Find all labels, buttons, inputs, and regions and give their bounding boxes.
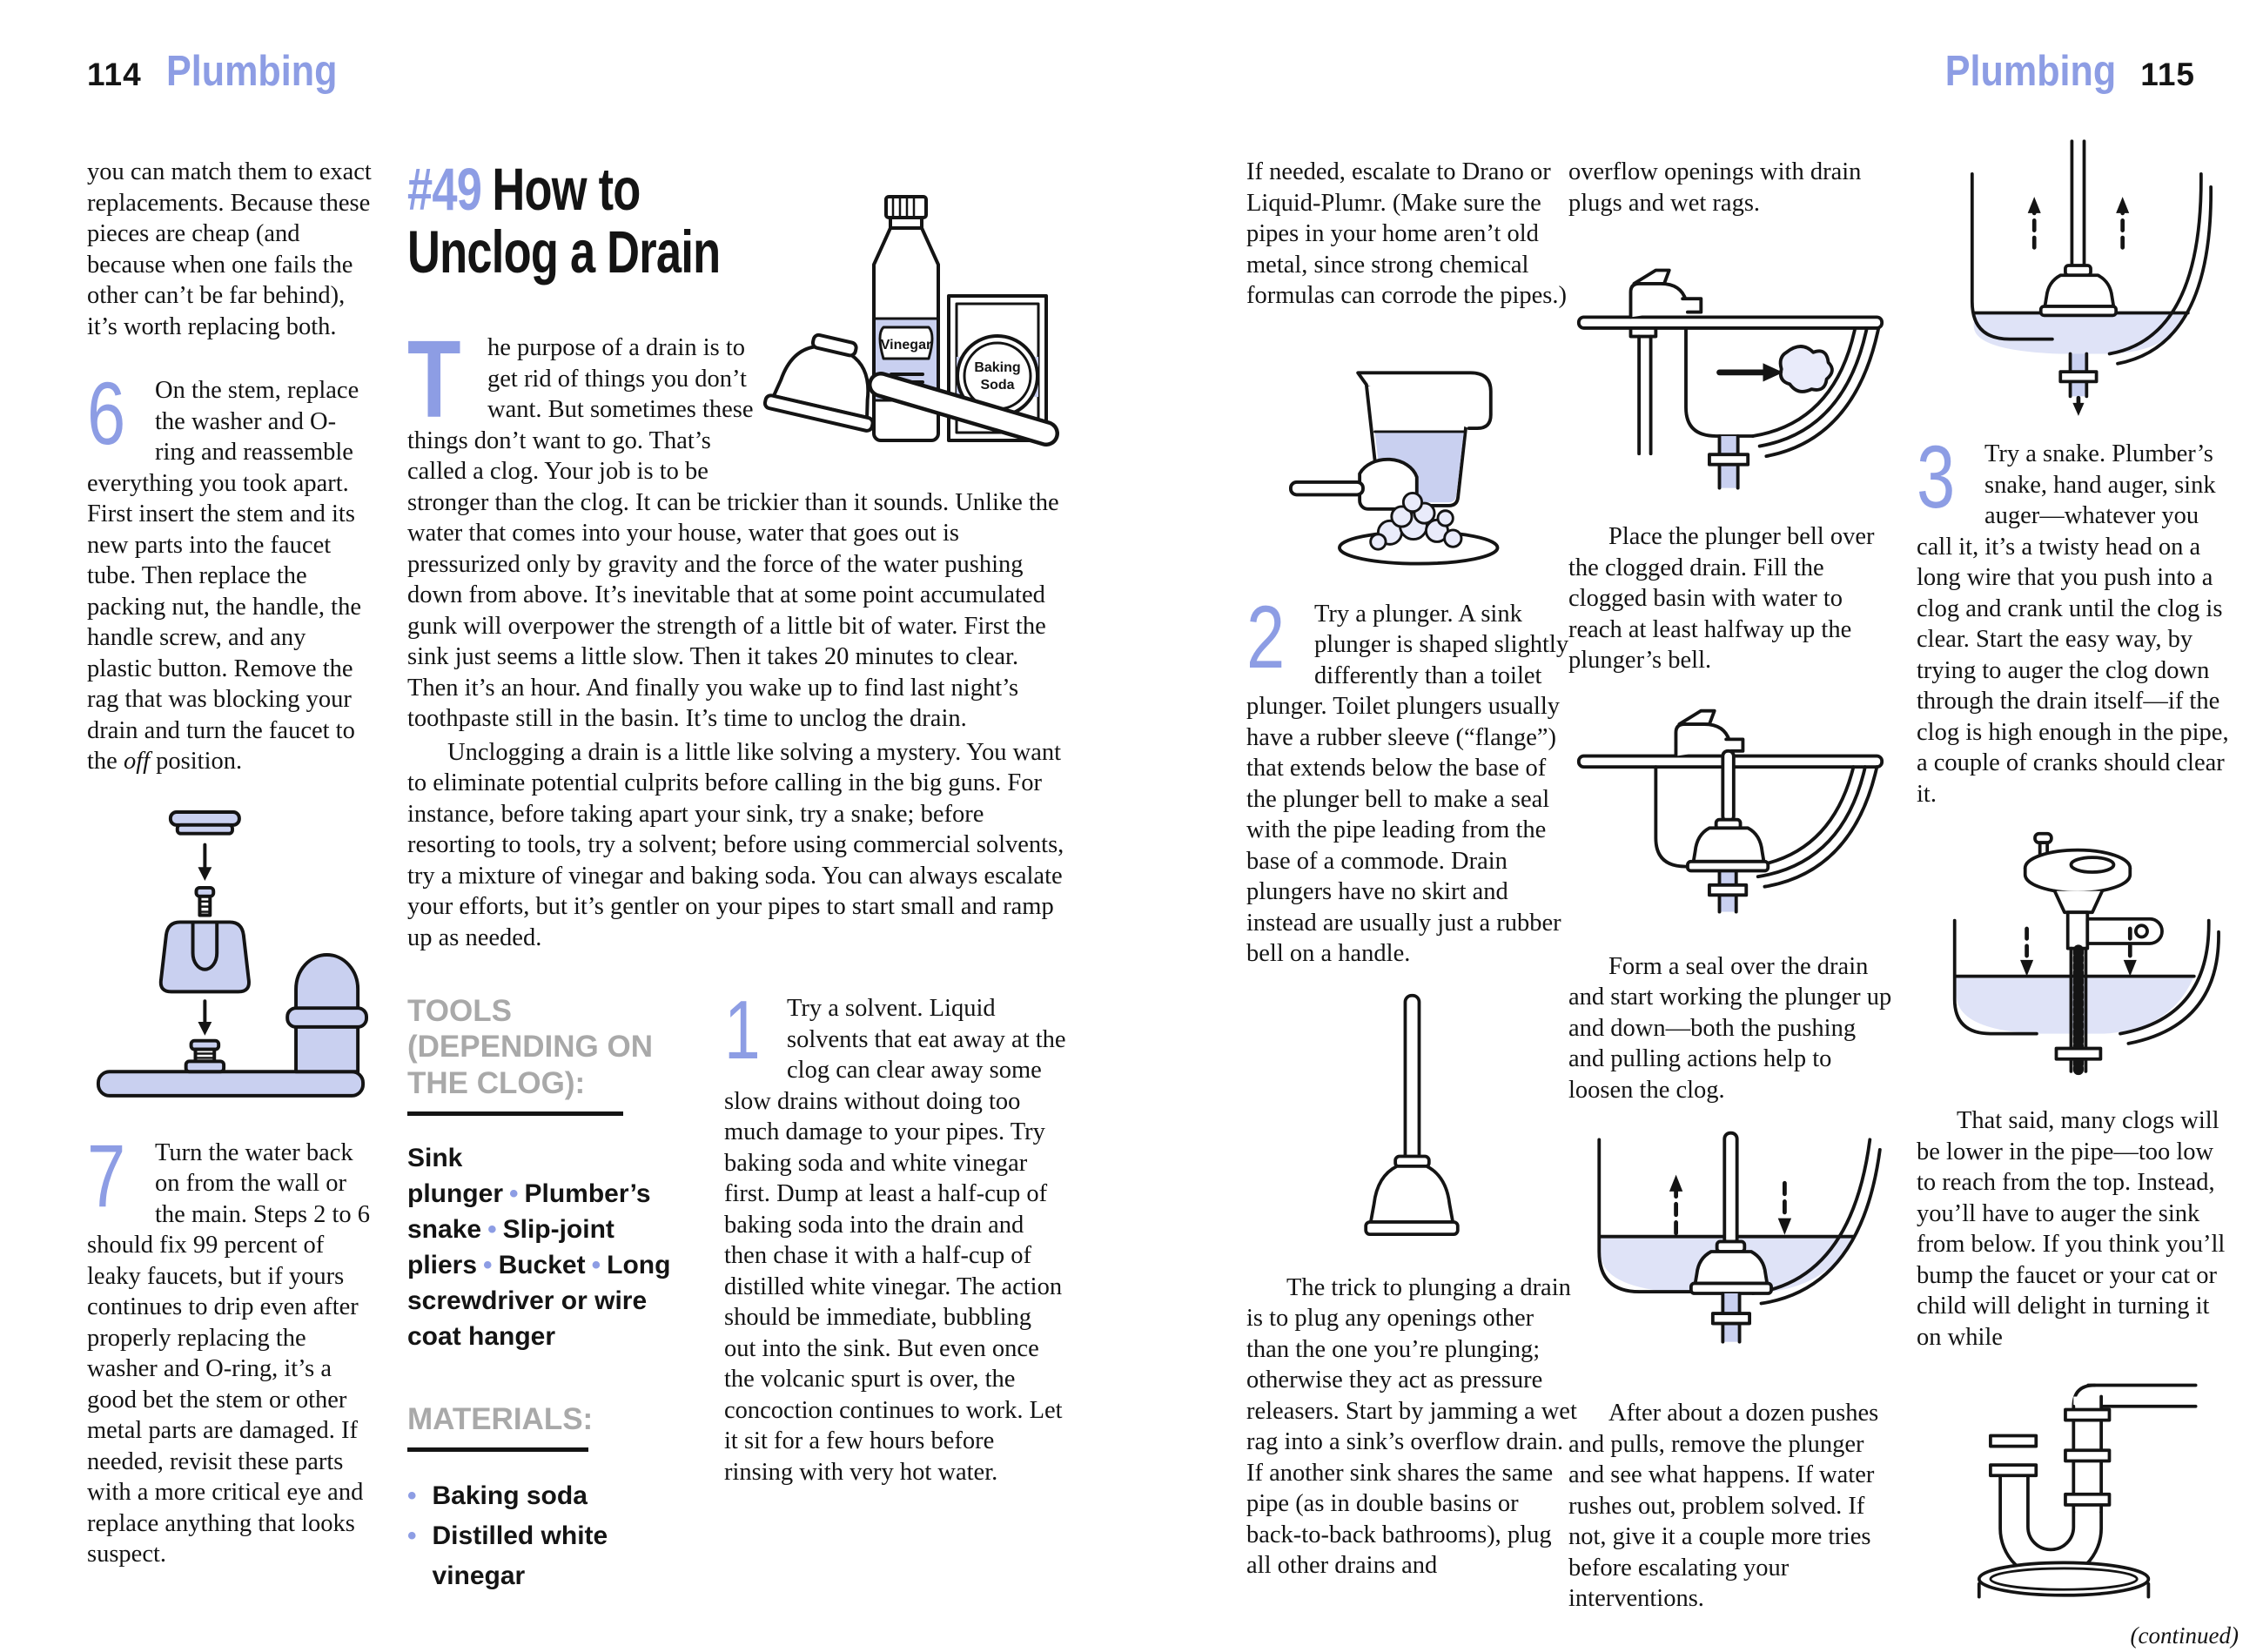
- step-1-text: Try a solvent. Liquid solvents that eat away at the clog can clear away some slow drains without doing too much damage to your pipes. Try baking soda and white vinegar first. Dump at least a half-cup of baking soda into the drain and then chase it with a half-cup of distilled white vinegar. The action should be immediate, bubbling out into the sink. But even once the volcanic spurt is over, the concoction continues to work. Let it sit for a few hours before rinsing with very hot water.: [724, 995, 1066, 1486]
- bullet-dot: •: [487, 1214, 497, 1244]
- step-7: [87, 1125, 374, 1570]
- bullet-dot: •: [407, 1481, 417, 1511]
- illustration-plunger-over-drain: [1568, 697, 1892, 930]
- tool-item: Long screwdriver or wire coat hanger: [407, 1250, 671, 1351]
- article-lower-columns: [407, 984, 1066, 1596]
- bullet-dot: •: [407, 1521, 417, 1551]
- step-1-column: [724, 984, 1066, 1596]
- article-title-line2: Unclog a Drain: [407, 218, 721, 286]
- tools-list: [407, 1140, 691, 1354]
- materials-header: MATERIALS:: [407, 1401, 594, 1436]
- right-column-2: [1568, 157, 1892, 1615]
- article: [407, 146, 1066, 1596]
- tools-header: TOOLS (DEPENDING ON THE CLOG):: [407, 994, 653, 1100]
- clogs-lower-paragraph: That said, many clogs will be lower in the pipe—too low to reach from the top. Instead, you’ll have to auger the sink from below. If you think you’ll bump the faucet or your cat or child will delight in turning it on while: [1917, 1107, 2226, 1351]
- step-6: [87, 364, 374, 777]
- page-number-left: 114: [87, 57, 142, 92]
- step-3: [1917, 427, 2239, 809]
- step-6-text-a: On the stem, replace the washer and O-ring and reassemble everything you took apart. First insert the stem and its new parts into the faucet tube. Then replace the packing nut, the handle, the handle screw, and any plastic button. Remove the rag that was blocking your drain and turn the faucet to the: [87, 377, 361, 775]
- baking-soda-label-line2: Soda: [980, 378, 1015, 393]
- step-1: [724, 984, 1066, 1487]
- plunger-drawing: [1354, 991, 1469, 1252]
- step-2: [1246, 587, 1577, 970]
- tool-item: Bucket: [498, 1250, 586, 1279]
- after-dozen-paragraph: After about a dozen pushes and pulls, remove the plunger and see what happens. If water rushes out, problem solved. If not, give it a couple more tries before escalating your interventions.: [1568, 1400, 1879, 1612]
- page-header-right: [1922, 47, 2195, 96]
- tools-rule: [407, 1111, 623, 1116]
- section-title-right: Plumbing: [1944, 48, 2117, 95]
- step-7-text: Turn the water back on from the wall or the main. Steps 2 to 6 should fix 99 percent of leaky faucets, but if yours continues to drip even after properly replacing the washer and O-ring, it’s a good bet the stem or other metal parts are damaged. If needed, revisit these parts with a more critical eye and replace anything that looks suspect.: [87, 1138, 370, 1568]
- tool-item: Slip-joint pliers: [407, 1214, 614, 1279]
- step-2-number: 2: [1246, 587, 1286, 687]
- overflow-continuation: overflow openings with drain plugs and wet rags.: [1568, 158, 1862, 217]
- materials-rule: [407, 1447, 588, 1452]
- carryover-paragraph: you can match them to exact replacements. Because these pieces are cheap (and because when one fails the other can’t be far behind), it’s worth replacing both.: [87, 158, 372, 340]
- article-title: [407, 158, 720, 285]
- tool-item: Plumber’s snake: [407, 1179, 651, 1244]
- left-column: [87, 157, 374, 1570]
- bullet-dot: •: [591, 1250, 601, 1279]
- baking-soda-label-line1: Baking: [974, 360, 1021, 375]
- page-header-left: [87, 47, 360, 96]
- plunger-pull-up-drawing: [1943, 141, 2213, 418]
- place-plunger-paragraph: Place the plunger bell over the clogged drain. Fill the clogged basin with water to reach at least halfway up the plunger’s bell.: [1568, 523, 1875, 674]
- illustration-sink-plunger: [1246, 991, 1577, 1252]
- article-intro-text: he purpose of a drain is to get rid of things you don’t want. But sometimes these things don’t want to go. That’s called a clog. Your job is to be stronger than the clog. It can be trickier than it sounds. Unlike the water that comes into your house, water that goes out is pressurized only by gravity and the force of the water pushing down from above. It’s inevitable that at some point accumulated gunk will overpower the strength of a little bit of water. First the sink just seems a little slow. Then it takes 20 minutes to clear. Then it’s an hour. And finally you wake up to find last night’s toothpaste still in the basin. It’s time to unclog the drain.: [407, 334, 1059, 732]
- illustration-faucet-reassembly: [87, 798, 374, 1105]
- step-1-number: 1: [724, 984, 761, 1077]
- right-column-3: [1917, 141, 2239, 1652]
- step-6-text-italic: off: [123, 748, 151, 775]
- unclog-supplies-drawing: [759, 191, 1065, 472]
- illustration-measuring-cup-soda: [1246, 332, 1577, 578]
- cup-scoop-powder-drawing: [1286, 332, 1538, 578]
- step-3-number: 3: [1917, 427, 1956, 527]
- material-item-row: [407, 1476, 691, 1516]
- plunging-trick-paragraph: The trick to plunging a drain is to plug any openings other than the one you’re plunging; otherwise they act as pressure releasers. Start by jamming a wet rag into a sink’s overflow drain. If another sink shares the same pipe (as in double basins or back-to-back bathrooms), plug all other drains and: [1246, 1273, 1577, 1579]
- p-trap-drawing: [1951, 1373, 2204, 1610]
- section-title-left: Plumbing: [165, 48, 338, 95]
- step-3-text: Try a snake. Plumber’s snake, hand auger, sink auger—whatever you call it, it’s a twisty head on a long wire that you push into a clog and crank until the clog is clear. Start the easy way, by trying to auger the clog down through the drain itself—if the clog is high enough in the pipe, a couple of cranks should clear it.: [1917, 440, 2229, 808]
- illustration-vinegar-bakingsoda-plunger: [759, 191, 1065, 472]
- step-7-number: 7: [87, 1125, 126, 1226]
- sink-plunger-bell-drawing: [1575, 697, 1885, 930]
- material-item-row: [407, 1516, 691, 1596]
- article-title-line1: How to: [492, 156, 641, 223]
- article-paragraph-2: Unclogging a drain is a little like solving a mystery. You want to eliminate potential culprits before calling in the big guns. For instance, before taking apart your sink, try a snake; before resorting to tools, try a solvent; before using commercial solvents, try a mixture of vinegar and baking soda. You can always escalate your efforts, but it’s gentler on your pipes to start small and ramp up as needed.: [407, 738, 1064, 951]
- material-item: Distilled white vinegar: [432, 1521, 608, 1591]
- bullet-dot: •: [483, 1250, 493, 1279]
- material-item: Baking soda: [432, 1481, 588, 1511]
- materials-block: [407, 1401, 691, 1596]
- illustration-hand-auger: [1917, 830, 2239, 1085]
- faucet-parts-diagram: [93, 798, 368, 1105]
- illustration-sink-rag-overflow: [1568, 239, 1892, 500]
- escalate-paragraph: If needed, escalate to Drano or Liquid-Plumr. (Make sure the pipes in your home aren’t old metal, since strong chemical formulas can corrode the pipes.): [1246, 158, 1567, 309]
- right-column-1: [1246, 157, 1577, 1581]
- article-number: #49: [407, 156, 482, 223]
- plunge-up-down-drawing: [1575, 1126, 1885, 1377]
- illustration-p-trap-bucket: [1917, 1373, 2239, 1610]
- vinegar-label: Vinegar: [880, 338, 932, 353]
- illustration-plunger-pull: [1917, 141, 2239, 418]
- auger-drawing: [1930, 830, 2226, 1085]
- step-6-text-b: position.: [150, 748, 243, 775]
- step-2-text: Try a plunger. A sink plunger is shaped slightly differently than a toilet plunger. Toilet plungers usually have a rubber sleeve (“flange”) that extends below the base of the plunger bell to make a seal with the pipe leading from the base of a commode. Drain plungers have no skirt and instead are usually just a rubber bell on a handle.: [1246, 600, 1569, 967]
- illustration-plunging-action: [1568, 1126, 1892, 1377]
- step-6-number: 6: [87, 364, 126, 463]
- dropcap-T: T: [407, 318, 461, 440]
- tool-item: Sink plunger: [407, 1143, 503, 1208]
- form-seal-paragraph: Form a seal over the drain and start working the plunger up and down—both the pushing and pulling actions help to loosen the clog.: [1568, 952, 1892, 1104]
- sink-rag-drawing: [1575, 239, 1885, 500]
- continued-note: (continued): [2130, 1622, 2239, 1649]
- bullet-dot: •: [509, 1179, 519, 1208]
- page-number-right: 115: [2140, 57, 2195, 92]
- tools-materials-column: [407, 993, 691, 1596]
